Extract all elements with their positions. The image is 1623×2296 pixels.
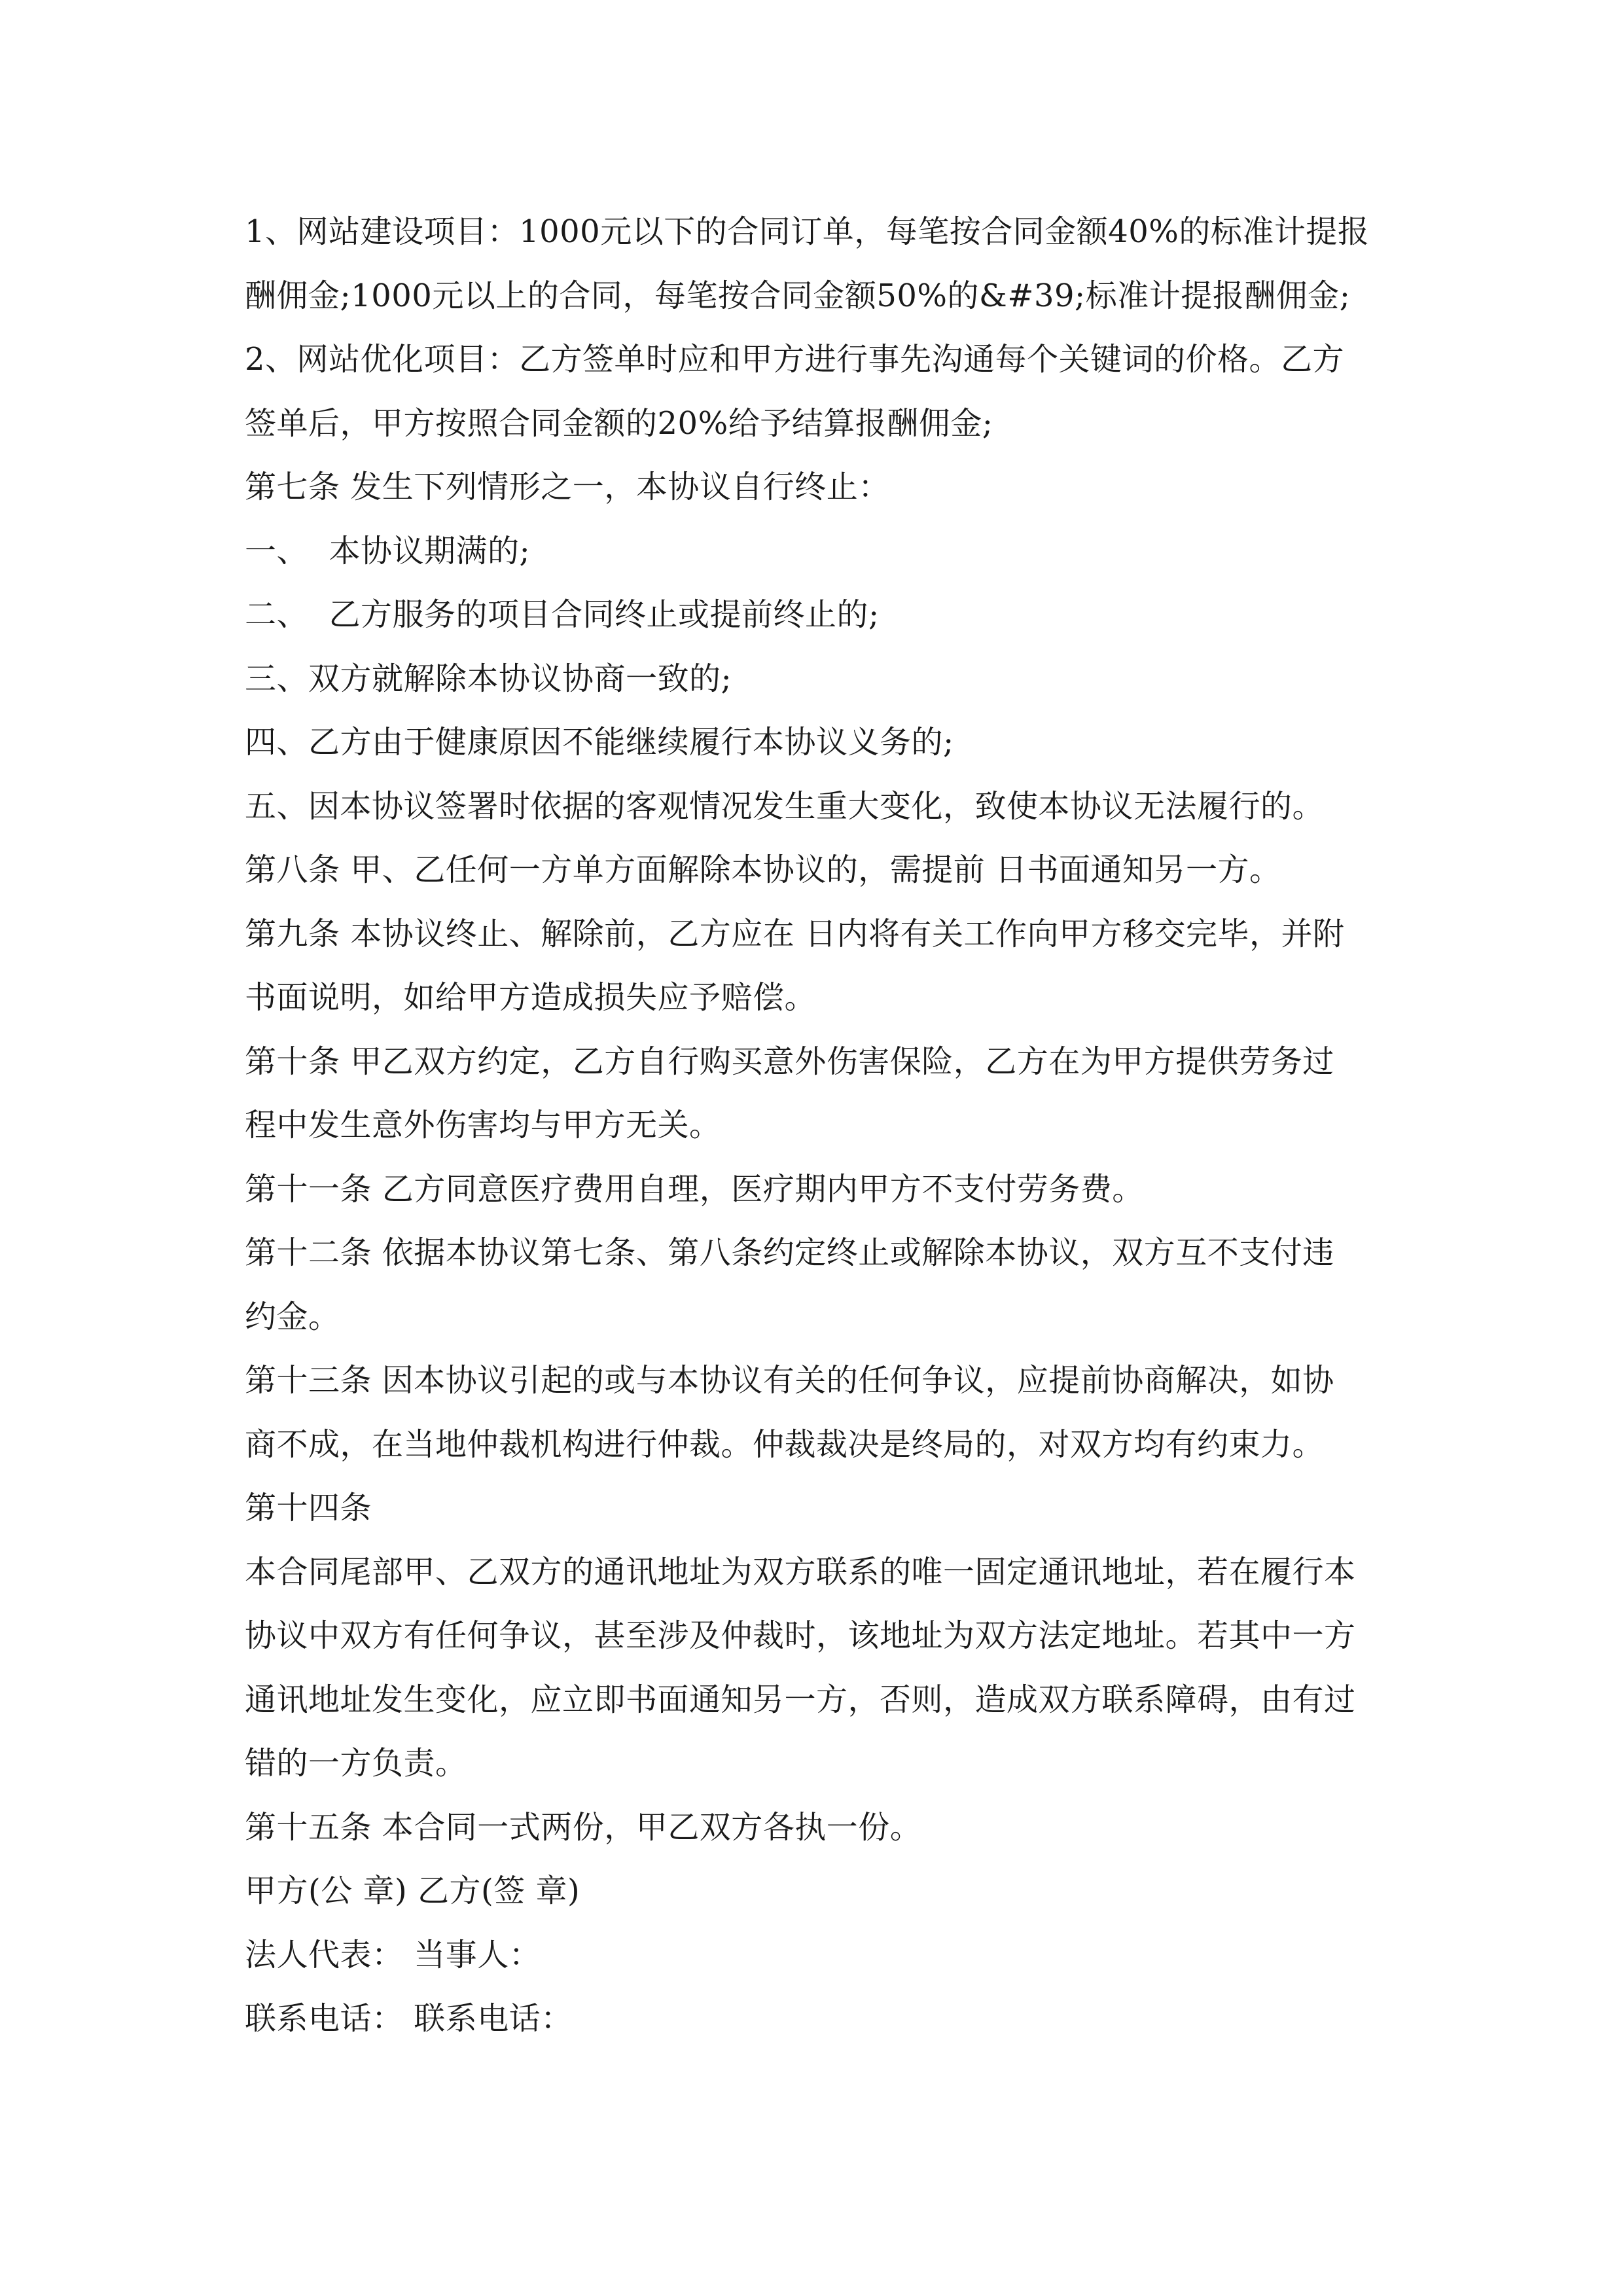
text-line: 错的一方负责。 — [245, 1745, 467, 1782]
contract-body — [245, 200, 1383, 2051]
text-line: 本合同尾部甲、乙双方的通讯地址为双方联系的唯一固定通讯地址，若在履行本 — [245, 1553, 1356, 1590]
article-heading: 第七条 发生下列情形之一，本协议自行终止： — [245, 469, 890, 505]
article-clause: 第十二条 依据本协议第七条、第八条约定终止或解除本协议，双方互不支付违 — [245, 1234, 1334, 1271]
text-line: 程中发生意外伤害均与甲方无关。 — [245, 1107, 721, 1143]
text-line: 签单后，甲方按照合同金额的20%给予结算报酬佣金; — [245, 404, 993, 442]
text-line: 书面说明，如给甲方造成损失应予赔偿。 — [245, 979, 817, 1016]
text-line: 2、网站优化项目：乙方签单时应和甲方进行事先沟通每个关键词的价格。乙方 — [245, 341, 1345, 378]
list-item: 四、乙方由于健康原因不能继续履行本协议义务的; — [245, 724, 954, 761]
article-clause: 第十一条 乙方同意医疗费用自理，医疗期内甲方不支付劳务费。 — [245, 1170, 1144, 1208]
list-item: 三、双方就解除本协议协商一致的; — [245, 660, 732, 697]
list-item: 一、 本协议期满的; — [245, 532, 531, 569]
text-line: 1、网站建设项目：1000元以下的合同订单，每笔按合同金额40%的标准计提报 — [245, 213, 1370, 250]
signature-representative: 法人代表： 当事人： — [245, 1936, 541, 1973]
list-item: 二、 乙方服务的项目合同终止或提前终止的; — [245, 596, 880, 633]
article-clause: 第十三条 因本协议引起的或与本协议有关的任何争议，应提前协商解决，如协 — [245, 1362, 1334, 1399]
signature-phone: 联系电话： 联系电话： — [245, 2000, 573, 2037]
article-clause: 第八条 甲、乙任何一方单方面解除本协议的，需提前 日书面通知另一方。 — [245, 852, 1281, 888]
text-line: 协议中双方有任何争议，甚至涉及仲裁时，该地址为双方法定地址。若其中一方 — [245, 1617, 1356, 1654]
text-line: 通讯地址发生变化，应立即书面通知另一方，否则，造成双方联系障碍，由有过 — [245, 1681, 1356, 1718]
text-line: 商不成，在当地仲裁机构进行仲裁。仲裁裁决是终局的，对双方均有约束力。 — [245, 1426, 1325, 1463]
article-clause: 第十五条 本合同一式两份，甲乙双方各执一份。 — [245, 1808, 922, 1846]
signature-parties: 甲方(公 章) 乙方(签 章) — [245, 1873, 580, 1909]
article-heading: 第十四条 — [245, 1490, 372, 1526]
article-clause: 第十条 甲乙双方约定，乙方自行购买意外伤害保险，乙方在为甲方提供劳务过 — [245, 1043, 1334, 1080]
text-line: 约金。 — [245, 1298, 340, 1335]
text-line: 酬佣金;1000元以上的合同，每笔按合同金额50%的&#39;标准计提报酬佣金; — [245, 277, 1351, 314]
list-item: 五、因本协议签署时依据的客观情况发生重大变化，致使本协议无法履行的。 — [245, 787, 1325, 825]
article-clause: 第九条 本协议终止、解除前，乙方应在 日内将有关工作向甲方移交完毕，并附 — [245, 915, 1345, 952]
